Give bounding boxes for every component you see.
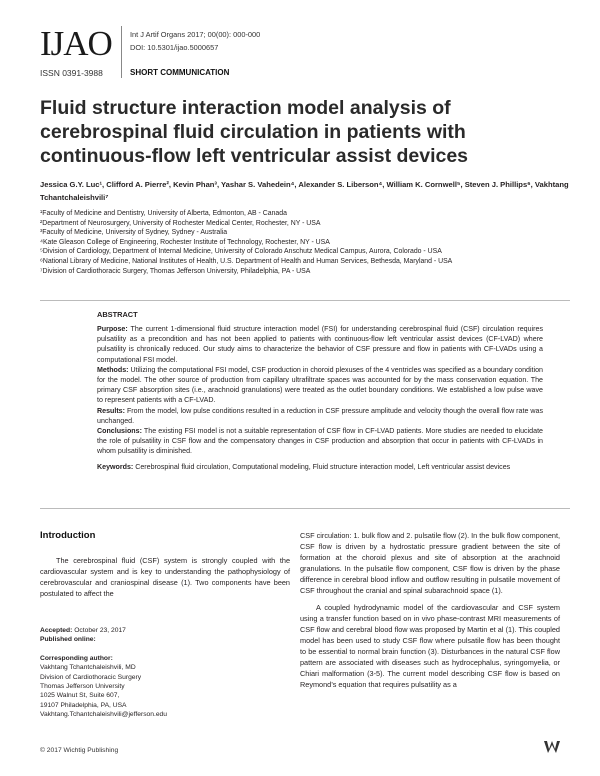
doi-link[interactable]: DOI: 10.5301/ijao.5000657 — [130, 42, 219, 52]
citation: Int J Artif Organs 2017; 00(00): 000-000 — [130, 30, 261, 39]
affiliation-item: ¹Faculty of Medicine and Dentistry, University of Alberta, Edmonton, AB - Canada — [40, 210, 287, 217]
copyright: © 2017 Wichtig Publishing — [40, 747, 119, 754]
issn: ISSN 0391-3988 — [40, 68, 103, 78]
affiliation-item: ³Faculty of Medicine, University of Sydney, Sydney - Australia — [40, 229, 228, 237]
abstract-keywords: Keywords: Cerebrospinal fluid circulation, Computational modeling, Fluid structure interaction model, Left ventricular assist devices — [97, 462, 511, 471]
article-title: Fluid structure interaction model analysis of cerebrospinal fluid circulation in patients with continuous-flow left ventricular assist devices — [40, 97, 469, 167]
published-online: Published online: — [40, 636, 96, 644]
affiliation-item: ⁵Division of Cardiology, Department of Internal Medicine, University of Colorado Anschutz Medical Campus, Aurora, Colorado - USA — [40, 248, 442, 256]
abstract-results: Results: From the model, low pulse conditions resulted in a reduction in CSF pressure amplitude and velocity though the overall flow rate was unchanged. — [97, 406, 543, 425]
abstract-body — [97, 324, 543, 472]
journal-logo: IJAO — [40, 24, 112, 63]
affiliation-item: ⁴Kate Gleason College of Engineering, Rochester Institute of Technology, Rochester, NY - USA — [40, 238, 330, 246]
email-link[interactable]: Vakhtang.Tchantchaleishvili@jefferson.edu — [40, 711, 167, 719]
article-meta — [40, 626, 290, 720]
section-label: SHORT COMMUNICATION — [130, 68, 230, 77]
accepted-date: Accepted: October 23, 2017 — [40, 627, 126, 634]
intro-heading: Introduction — [40, 530, 96, 541]
left-column — [40, 530, 290, 599]
affiliations — [40, 209, 570, 276]
publisher-logo-icon — [544, 741, 560, 753]
journal-info — [130, 29, 260, 55]
abstract-purpose: Purpose: The current 1-dimensional fluid structure interaction model (FSI) for understanding cerebrospinal fluid (CSF) circulation requires pulsatility as a precondition and has not been applied to patients with continuous-flow left ventricular assist devices (CF-LVAD) where pulsatility is chronically reduced. Our study aims to characterize the behavior of CSF pressure and flow in patients with CF-LVADs using a computational FSI model. — [97, 325, 543, 364]
header-divider — [121, 26, 122, 78]
corresponding-author: Corresponding author: Vakhtang Tchantchaleishvili, MD Division of Cardiothoracic Surgery Thomas Jefferson University 1025 Walnut St, Suite 607, 19107 Philadelphia, PA, USA Vakhtang.Tchantchaleishvili@jefferson.edu — [40, 654, 290, 720]
affiliation-item: ⁷Division of Cardiothoracic Surgery, Thomas Jefferson University, Philadelphia, PA - USA — [40, 267, 311, 275]
abstract-heading: ABSTRACT — [97, 310, 138, 319]
affiliation-item: ⁶National Library of Medicine, National Institutes of Health, U.S. Department of Health and Human Services, Bethesda, Maryland - USA — [40, 257, 453, 265]
abstract-bottom-rule — [40, 508, 570, 509]
body-paragraph: CSF circulation: 1. bulk flow and 2. pulsatile flow (2). In the bulk flow component, CSF flow is driven by a hydrostatic pressure gradient between the site of formation at the choroid plexus and site of absorption at the arachnoid granulations. In the pulsatile flow component, CSF flow is driven by the phase difference in cerebral blood inflow and outflow resulting in pulsatile movement of CSF throughout the cranial and spinal subarachnoid space (1). — [300, 531, 560, 596]
abstract-conclusions: Conclusions: The existing FSI model is not a suitable representation of CSF flow in CF-LVAD patients. More studies are needed to elucidate the role of pulsatility in CSF flow and the compensatory changes in CSF production and absorption that occur in patients with CF-LVADs in whom pulsatility is diminished. — [97, 427, 543, 456]
right-column — [300, 530, 560, 690]
intro-paragraph: The cerebrospinal fluid (CSF) system is strongly coupled with the cardiovascular system and is key to understanding the pathophysiology of cerebrovascular and craniospinal disease (1). Two components have been postulated to affect the — [40, 556, 290, 599]
abstract-top-rule — [40, 300, 570, 301]
body-paragraph: A coupled hydrodynamic model of the cardiovascular and CSF system using a transfer function based on in vivo phase-contrast MRI measurements of CSF flow and cerebral blood flow was proposed by Martin et al (1). This coupled model has been used to study CSF flow where pulsatile flow has been thought to be essential to normal brain function (3). Disturbances in the natural CSF flow pattern are associated with diseases such as hydrocephalus, syringomyelia, or Chiari malformation (3-5). The current model describing CSF flow is based on Reymond’s equation that requires pulsatility as a — [300, 602, 560, 690]
author-list: Jessica G.Y. Luc¹, Clifford A. Pierre², Kevin Phan³, Yashar S. Vahedein⁴, Alexander S. Liberson⁴, William K. Cornwell⁵, Steven J. Phillips⁶, Vakhtang Tchantchaleishvili⁷ — [40, 180, 569, 202]
affiliation-item: ²Department of Neurosurgery, University of Rochester Medical Center, Rochester, NY - USA — [40, 219, 321, 227]
abstract-methods: Methods: Utilizing the computational FSI model, CSF production in choroid plexuses of the 4 ventricles was specified as a boundary condition for the model. The other source of production from capillary ultrafiltrate spaces was accounted for by the mass conservation equation. The primary CSF absorption sites (i.e., arachnoid granulations) were treated as the outlet boundary conditions. We established a low pulse wave to represent patients with a CF-LVAD. — [97, 365, 543, 405]
